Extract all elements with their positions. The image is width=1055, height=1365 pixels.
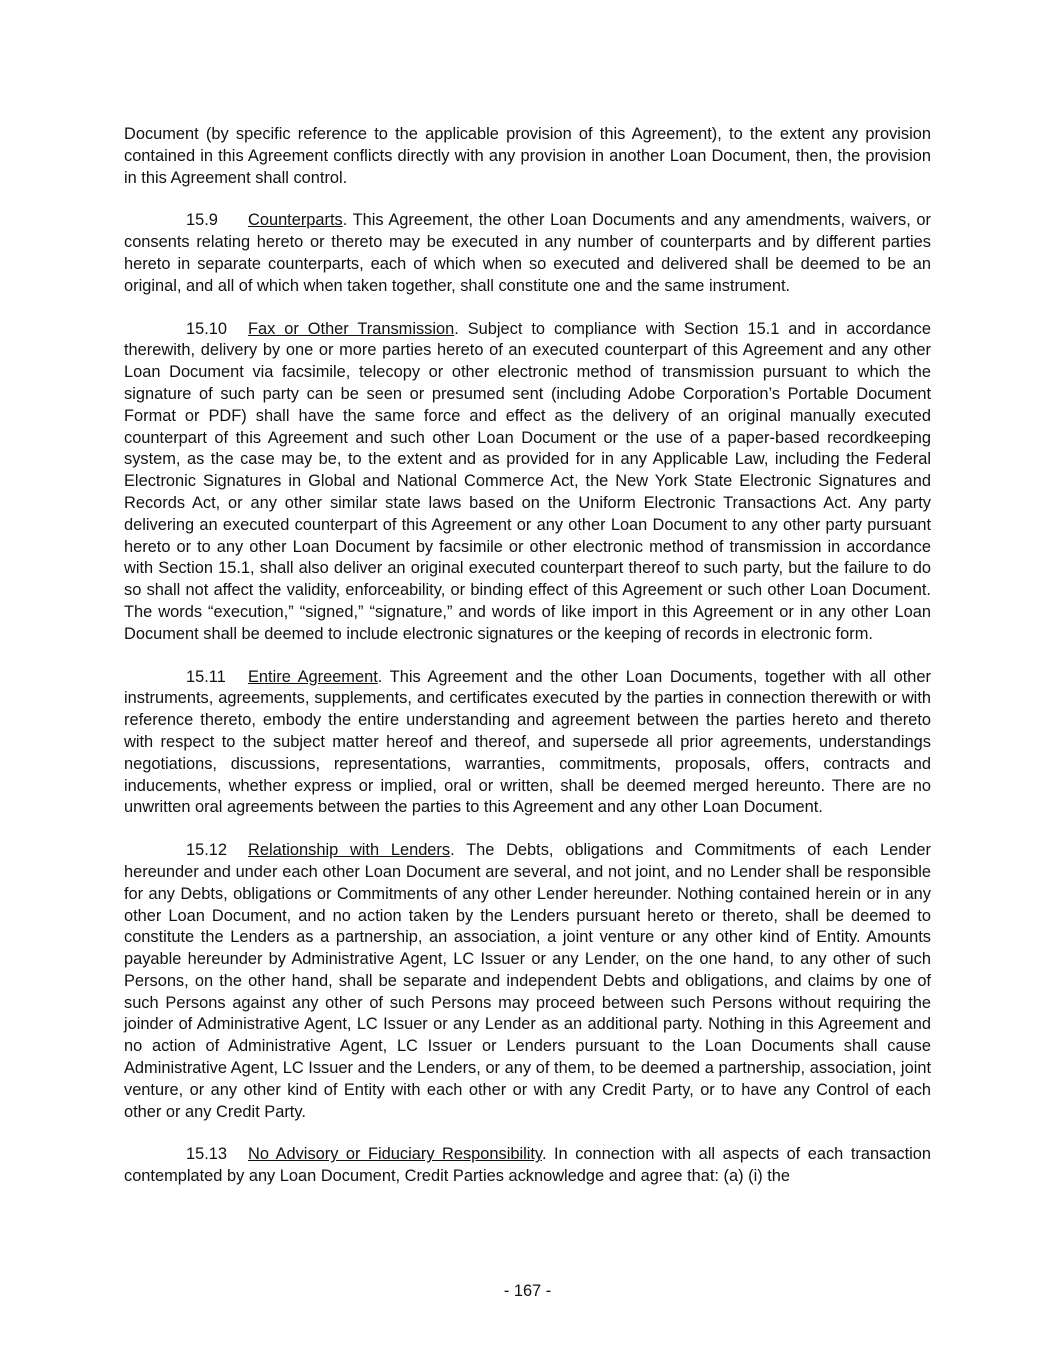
section-heading: No Advisory or Fiduciary Responsibility bbox=[248, 1145, 542, 1164]
section-body: . This Agreement and the other Loan Documents, together with all other instruments, agreements, supplements, and certificates executed by the parties in connection therewith or with reference thereto, embody the entire understanding and agreement between the parties hereto and thereto with respect to the subject matter hereof and thereof, and supersede all prior agreements, understandings negotiations, discussions, representations, warranties, commitments, proposals, offers, contracts and inducements, whether express or implied, oral or written, shall be deemed merged hereunto. There are no unwritten oral agreements between the parties to this Agreement and any other Loan Document. bbox=[124, 667, 931, 817]
section-body: . In connection with all aspects of each transaction contemplated by any Loan Document, Credit Parties acknowledge and agree that: (a) (i) the bbox=[124, 1145, 931, 1186]
section-body: . This Agreement, the other Loan Documents and any amendments, waivers, or consents relating hereto or thereto may be executed in any number of counterparts and by different parties hereto in separate counterparts, each of which when so executed and delivered shall be deemed to be an original, and all of which when taken together, shall constitute one and the same instrument. bbox=[124, 211, 931, 295]
section-heading: Counterparts bbox=[248, 211, 343, 230]
section-15-11 bbox=[124, 667, 931, 820]
section-body: . Subject to compliance with Section 15.1 and in accordance therewith, delivery by one or more parties hereto of an executed counterpart of this Agreement and any other Loan Document via facsimile, telecopy or other electronic method of transmission pursuant to which the signature of such party can be seen or presumed sent (including Adobe Corporation’s Portable Document Format or PDF) shall have the same force and effect as the delivery of an original manually executed counterpart of this Agreement and such other Loan Document or the use of a paper-based recordkeeping system, as the case may be, to the extent and as provided for in any Applicable Law, including the Federal Electronic Signatures in Global and National Commerce Act, the New York State Electronic Signatures and Records Act, or any other similar state laws based on the Uniform Electronic Transactions Act. Any party delivering an executed counterpart of this Agreement or any other Loan Document to any other party pursuant hereto or to any other Loan Document by facsimile or other electronic method of transmission in accordance with Section 15.1, shall also deliver an original executed counterpart thereof to such party, but the failure to do so shall not affect the validity, enforceability, or binding effect of this Agreement or such other Loan Document. The words “execution,” “signed,” “signature,” and words of like import in this Agreement or in any other Loan Document shall be deemed to include electronic signatures or the keeping of records in electronic form. bbox=[124, 319, 931, 643]
section-15-10 bbox=[124, 319, 931, 646]
opening-paragraph: Document (by specific reference to the applicable provision of this Agreement), to the extent any provision contained in this Agreement conflicts directly with any provision in another Loan Document, then, the provision in this Agreement shall control. bbox=[124, 125, 931, 187]
section-body: . The Debts, obligations and Commitments of each Lender hereunder and under each other Loan Document are several, and not joint, and no Lender shall be responsible for any Debts, obligations or Commitments of any other Lender hereunder. Nothing contained herein or in any other Loan Document, and no action taken by the Lenders pursuant hereto or thereto, shall be deemed to constitute the Lenders as a partnership, an association, a joint venture or any other kind of Entity. Amounts payable hereunder by Administrative Agent, LC Issuer or any Lender, on the one hand, to any other of such Persons, on the other hand, shall be separate and independent Debts and obligations, and claims by one of such Persons against any other of such Persons may proceed between such Persons without requiring the joinder of Administrative Agent, LC Issuer or any Lender as an additional party. Nothing in this Agreement and no action of Administrative Agent, LC Issuer or Lenders pursuant to the Loan Documents shall cause Administrative Agent, LC Issuer and the Lenders, or any of them, to be deemed a partnership, association, joint venture, or any other kind of Entity with each other or with any Credit Party, or to have any Control of each other or any Credit Party. bbox=[124, 841, 931, 1121]
document-body bbox=[124, 124, 931, 1209]
page-number: - 167 - bbox=[503, 1282, 552, 1300]
section-15-12 bbox=[124, 840, 931, 1123]
section-heading: Fax or Other Transmission bbox=[248, 319, 455, 338]
section-heading: Relationship with Lenders bbox=[248, 841, 451, 860]
section-number: 15.12 bbox=[186, 841, 228, 860]
section-number: 15.9 bbox=[186, 211, 218, 230]
section-number: 15.10 bbox=[186, 319, 228, 338]
section-number: 15.11 bbox=[186, 667, 226, 686]
section-heading: Entire Agreement bbox=[248, 667, 378, 686]
section-15-13 bbox=[124, 1144, 931, 1188]
section-number: 15.13 bbox=[186, 1145, 228, 1164]
section-15-9 bbox=[124, 210, 931, 297]
